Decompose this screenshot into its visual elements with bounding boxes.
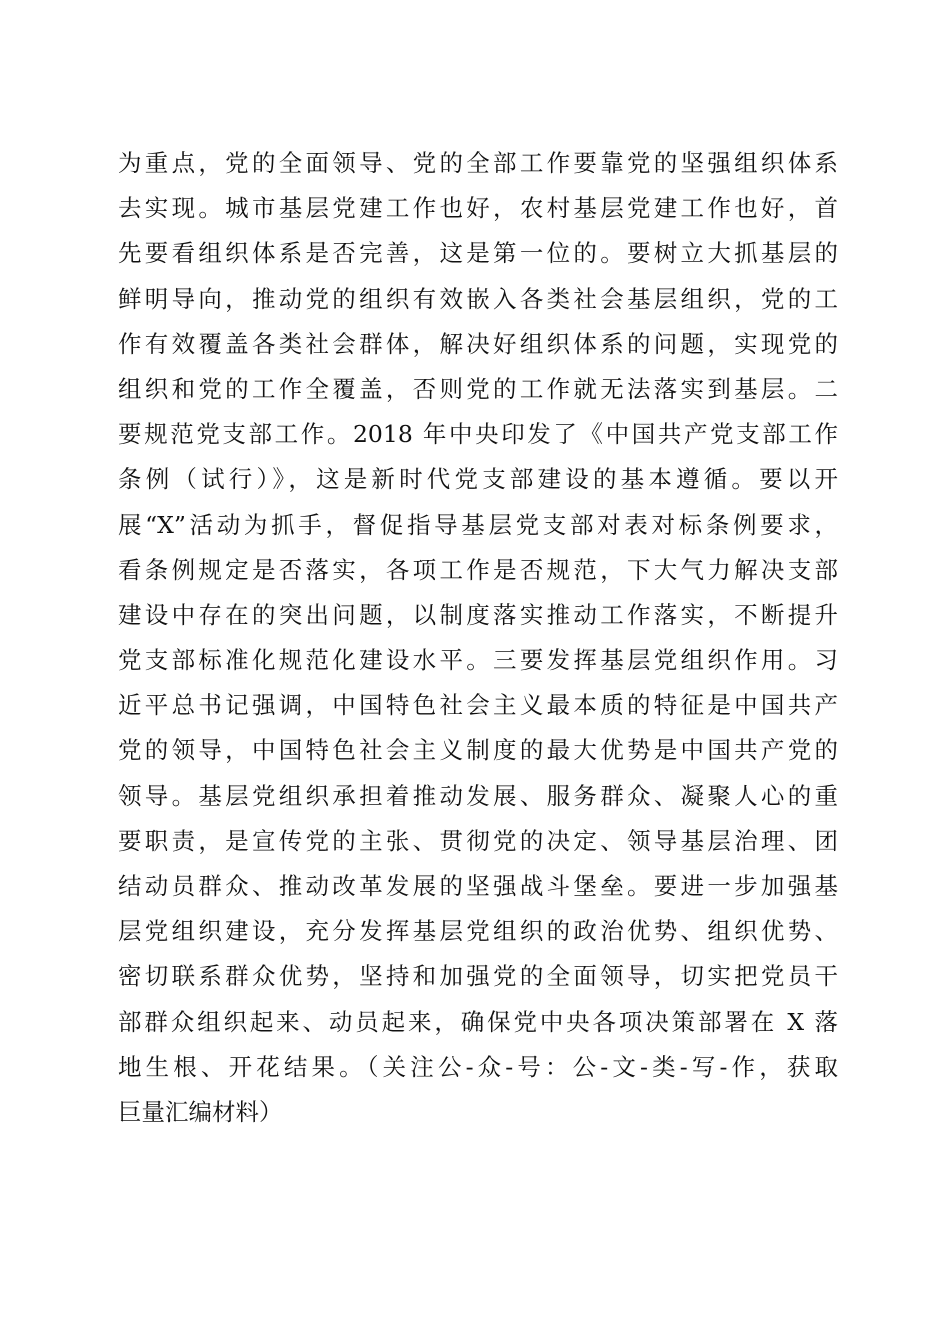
text-line-15: 领导。基层党组织承担着推动发展、服务群众、凝聚人心的重 (118, 781, 838, 810)
text-line-18: 层党组织建设，充分发挥基层党组织的政治优势、组织优势、 (118, 917, 838, 946)
text-line-13: 近平总书记强调，中国特色社会主义最本质的特征是中国共产 (118, 691, 838, 720)
text-line-4: 鲜明导向，推动党的组织有效嵌入各类社会基层组织，党的工 (118, 284, 838, 313)
text-line-10: 看条例规定是否落实，各项工作是否规范，下大气力解决支部 (118, 555, 838, 584)
text-line-6: 组织和党的工作全覆盖，否则党的工作就无法落实到基层。二 (118, 374, 838, 403)
text-line-3: 先要看组织体系是否完善，这是第一位的。要树立大抓基层的 (118, 239, 838, 268)
text-line-8: 条例（试行）》，这是新时代党支部建设的基本遵循。要以开 (118, 465, 838, 494)
text-line-21: 地生根、开花结果。（关注公-众-号：公-文-类-写-作，获取 (118, 1052, 838, 1081)
text-line-1: 为重点，党的全面领导、党的全部工作要靠党的坚强组织体系 (118, 149, 838, 177)
text-line-9: 展“X”活动为抓手，督促指导基层党支部对表对标条例要求， (118, 510, 838, 539)
text-line-14: 党的领导，中国特色社会主义制度的最大优势是中国共产党的 (118, 736, 838, 765)
text-line-12: 党支部标准化规范化建设水平。三要发挥基层党组织作用。习 (118, 646, 838, 675)
text-line-16: 要职责，是宣传党的主张、贯彻党的决定、领导基层治理、团 (118, 826, 838, 855)
text-line-2: 去实现。城市基层党建工作也好，农村基层党建工作也好，首 (118, 194, 838, 223)
text-line-19: 密切联系群众优势，坚持和加强党的全面领导，切实把党员干 (118, 962, 838, 991)
body-paragraph (118, 141, 838, 1135)
text-line-17: 结动员群众、推动改革发展的坚强战斗堡垒。要进一步加强基 (118, 872, 838, 900)
text-line-22: 巨量汇编材料） (118, 1097, 283, 1126)
text-line-20: 部群众组织起来、动员起来，确保党中央各项决策部署在 X 落 (118, 1007, 838, 1036)
text-line-7: 要规范党支部工作。2018 年中央印发了《中国共产党支部工作 (118, 420, 838, 449)
text-line-11: 建设中存在的突出问题，以制度落实推动工作落实，不断提升 (118, 600, 838, 629)
text-line-5: 作有效覆盖各类社会群体，解决好组织体系的问题，实现党的 (118, 329, 838, 358)
